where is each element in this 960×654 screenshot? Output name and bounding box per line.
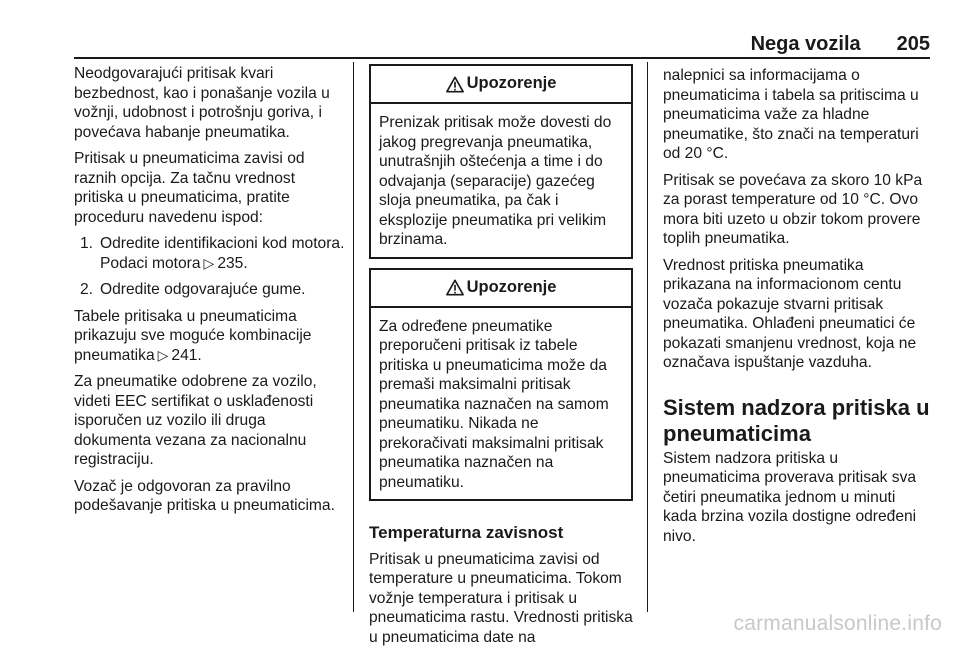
paragraph: Za pneumatike odobrene za vozilo, videti EEC sertifikat o usklađenosti isporučen uz vozilo ili druga dokumenta vezana za nacionalnu registraciju. <box>74 373 317 468</box>
warning-triangle-icon <box>446 76 464 93</box>
warning-title: Upozorenje <box>466 277 557 296</box>
warning-header <box>371 270 631 308</box>
column-3 <box>663 66 933 553</box>
warning-header <box>371 66 631 104</box>
header-rule <box>74 57 930 59</box>
column-divider-1 <box>353 62 354 612</box>
page-header <box>0 26 930 56</box>
warning-title: Upozorenje <box>466 74 557 93</box>
list-item <box>74 234 346 273</box>
page-ref-icon: ▷ <box>157 346 169 363</box>
list-item-text: Odredite identifikacioni kod motora. Podaci motora <box>100 235 345 272</box>
paragraph: nalepnici sa informacijama o pneumaticima i tabela sa pritiscima u pneumaticima važe za hladne pneumatike, što znači na temperaturi od 20 °C. <box>663 67 919 162</box>
procedure-list <box>74 234 346 300</box>
section-heading: Sistem nadzora pritiska u pneumaticima <box>663 394 930 446</box>
warning-body: Za određene pneumatike preporučeni pritisak iz tabele pritiska u pneumaticima može da premaši maksimalni pritisak pneumatika naznačen na samom pneumatiku. Nikada ne prekoračivati maksimalni pritisak pneumatika naznačen na pneumatiku. <box>379 317 609 491</box>
column-divider-2 <box>647 62 648 612</box>
paragraph: Neodgovarajući pritisak kvari bezbednost, kao i ponašanje vozila u vožnji, udobnost i potrošnju goriva, i povećava habanje pneumatika. <box>74 65 330 141</box>
warning-box <box>369 268 633 502</box>
watermark: carmanualsonline.info <box>733 612 942 635</box>
warning-box <box>369 64 633 259</box>
list-number: 2. <box>80 281 94 298</box>
paragraph <box>74 307 346 366</box>
paragraph: Vozač je odgovoran za pravilno podešavanje pritiska u pneumaticima. <box>74 477 335 514</box>
page-ref-link[interactable]: 241. <box>171 346 202 364</box>
list-number: 1. <box>80 235 94 252</box>
paragraph: Sistem nadzora pritiska u pneumaticima proverava pritisak sva četiri pneumatika jednom u minuti kada brzina vozila dostigne određeni nivo. <box>663 449 917 545</box>
section-title: Nega vozila <box>750 33 861 55</box>
column-1 <box>74 64 346 523</box>
subsection-heading: Temperaturna zavisnost <box>369 523 564 542</box>
page-ref-link[interactable]: 235. <box>217 254 248 272</box>
list-item-text: Odredite odgovarajuće gume. <box>100 281 306 298</box>
paragraph: Pritisak se povećava za skoro 10 kPa za porast temperature od 10 °C. Ovo mora biti uzeto u obzir tokom provere toplih pneumatika. <box>663 171 923 247</box>
paragraph-text: Tabele pritisaka u pneumaticima prikazuju sve moguće kombinacije pneumatika <box>74 307 312 364</box>
page-ref-icon: ▷ <box>203 254 215 271</box>
paragraph: Vrednost pritiska pneumatika prikazana na informacionom centu vozača pokazuje stvarni pritisak pneumatika. Ohlađeni pneumatici će pokazati smanjenu vrednost, koja ne označava ispuštanje vazduha. <box>663 256 917 371</box>
page-number: 205 <box>896 33 930 55</box>
list-item <box>74 280 346 300</box>
paragraph: Pritisak u pneumaticima zavisi od temperature u pneumaticima. Tokom vožnje temperatura i pritisak u pneumaticima rastu. Vrednosti pritiska u pneumaticima date na <box>369 550 633 646</box>
warning-triangle-icon <box>446 279 464 296</box>
warning-body: Prenizak pritisak može dovesti do jakog pregrevanja pneumatika, unutrašnjih oštećenja a time i do odvajanja (separacije) gazećeg sloja pneumatika, pa čak i eksplozije pneumatika pri velikim brzinama. <box>379 114 612 248</box>
paragraph: Pritisak u pneumaticima zavisi od raznih opcija. Za tačnu vrednost pritiska u pneumaticima, pratite proceduru navedenu ispod: <box>74 150 305 226</box>
column-2 <box>369 64 633 654</box>
